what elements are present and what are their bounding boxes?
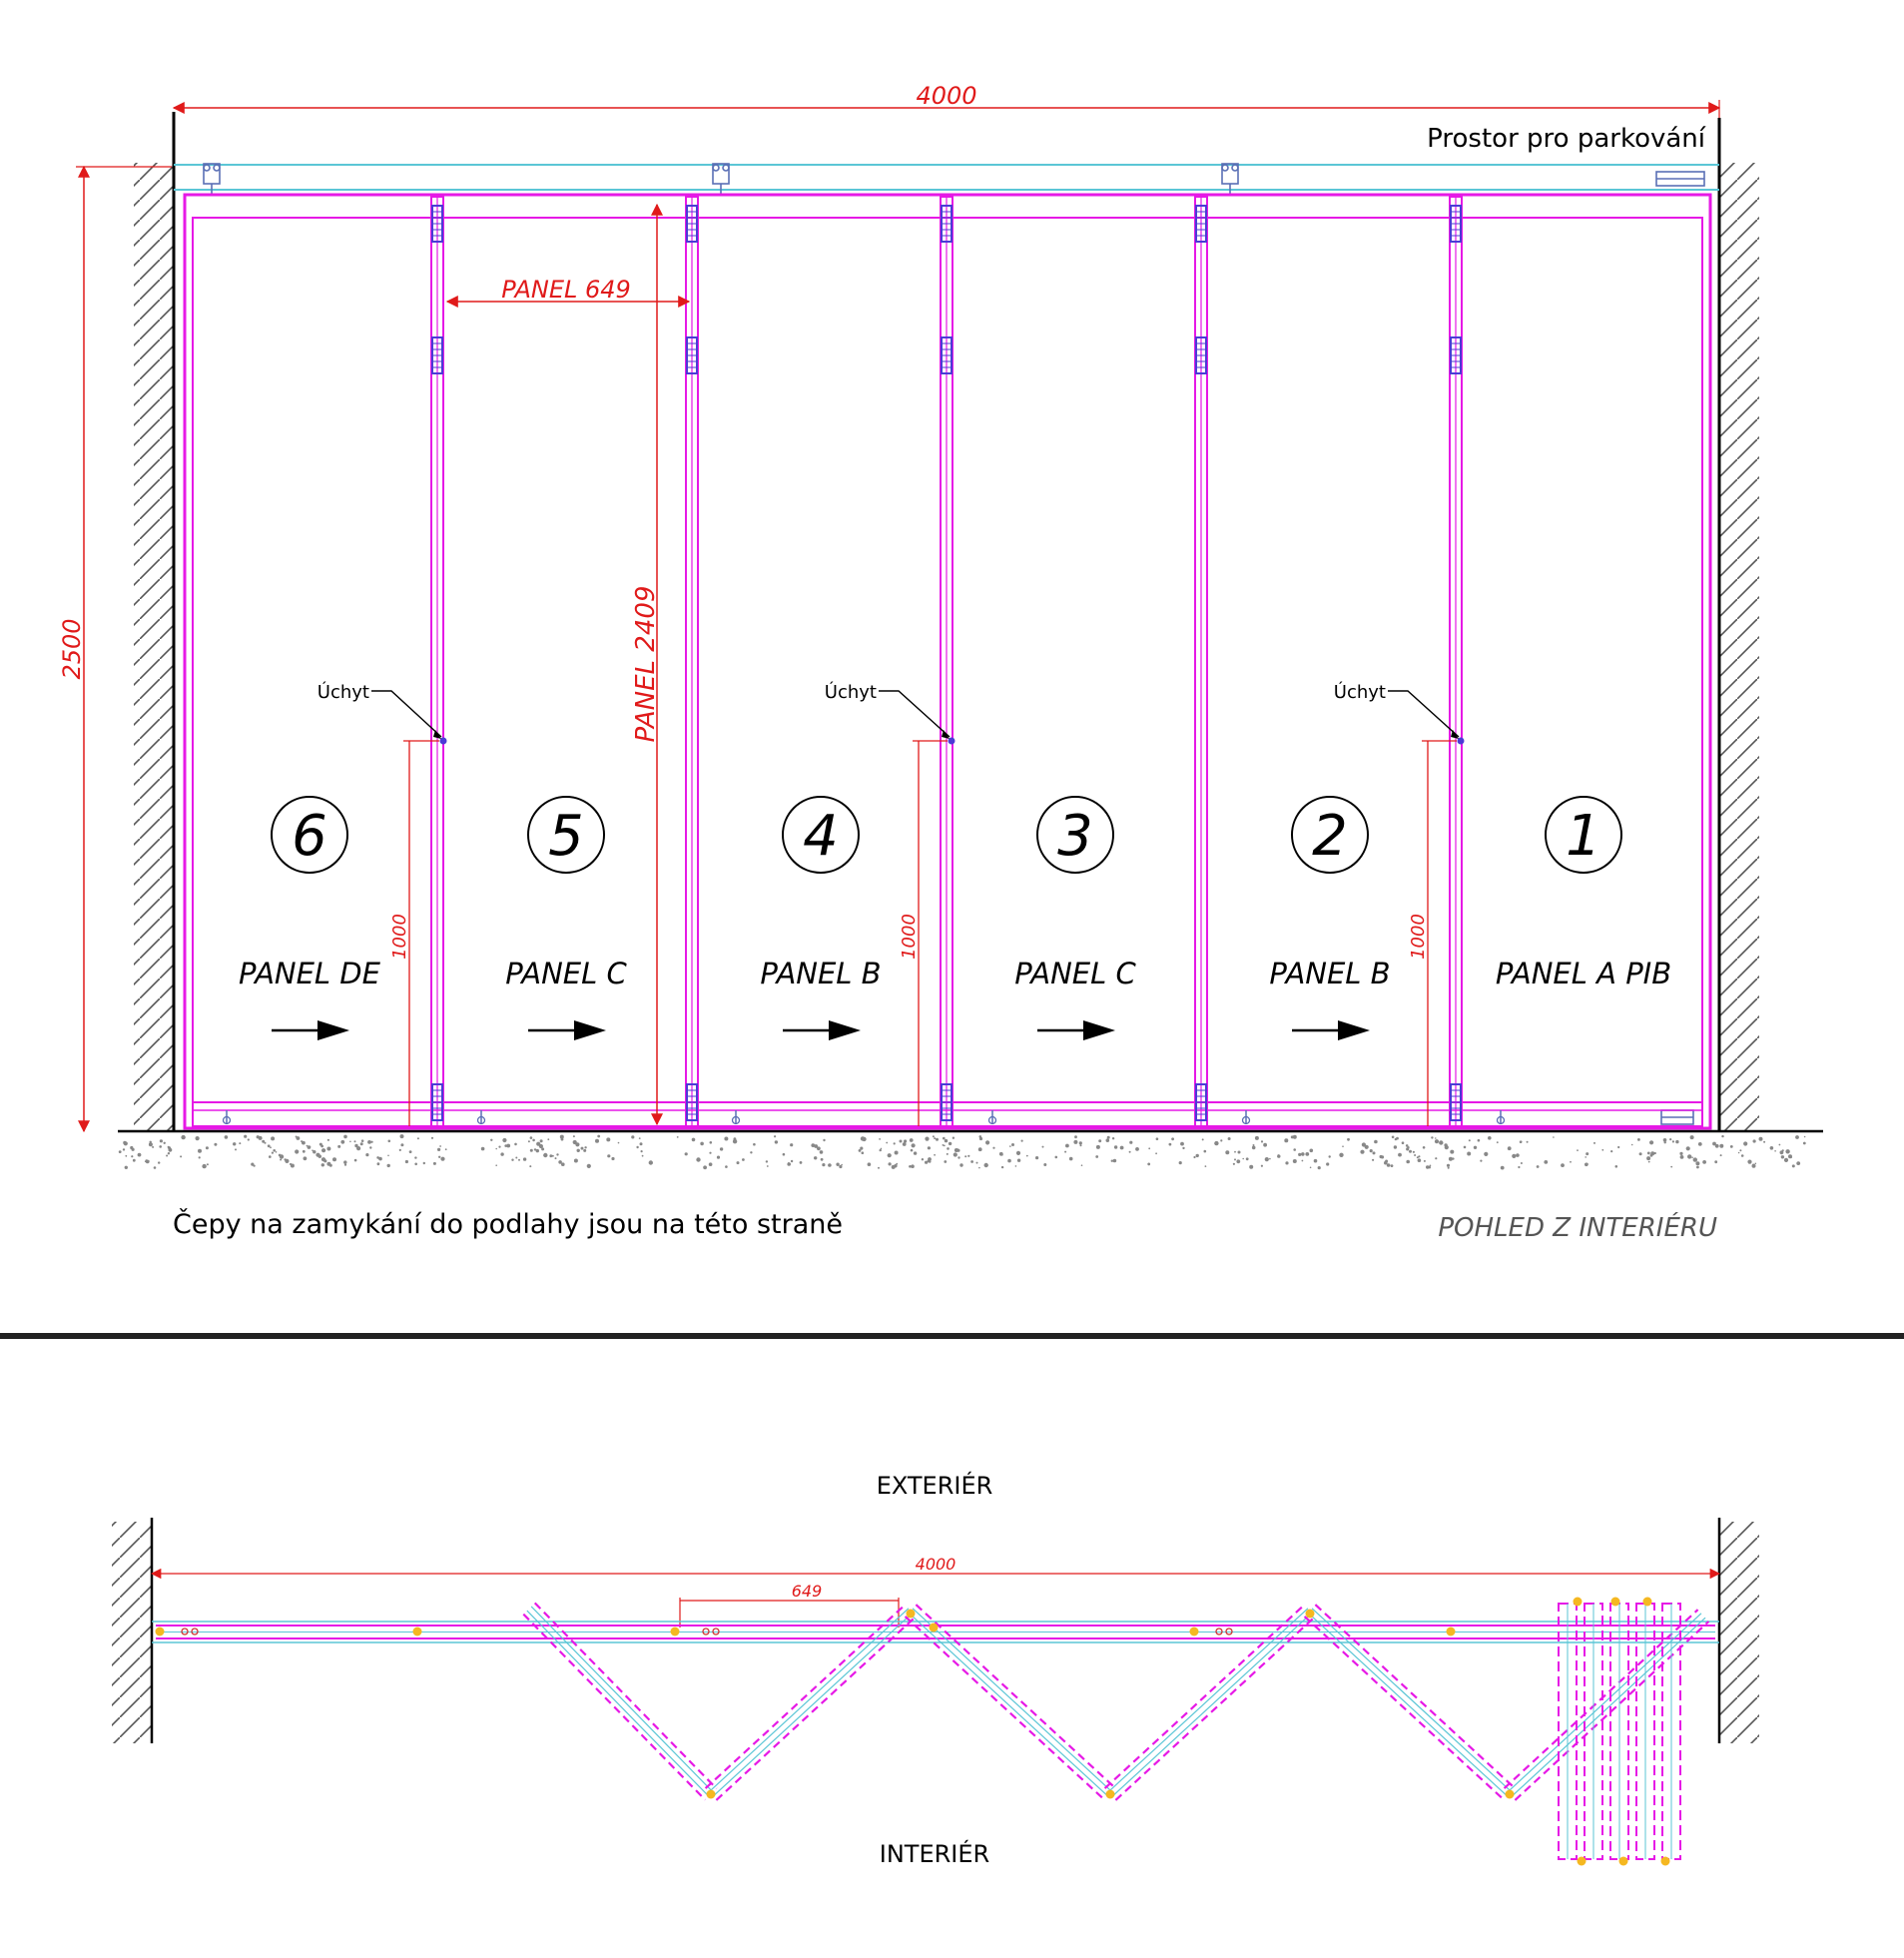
plan-panel-dimension <box>680 1582 899 1628</box>
folded-panel-edge <box>1505 1610 1698 1788</box>
track-carriages <box>204 164 1704 1124</box>
plan-pivots <box>156 1598 1670 1866</box>
folded-panel-edge <box>1108 1609 1308 1792</box>
folded-panel-edge <box>531 1607 713 1792</box>
panel-number: 2 <box>1312 804 1348 869</box>
floor-bolt-note: Čepy na zamykání do podlahy jsou na této straně <box>173 1209 843 1240</box>
handle-label: Úchyt <box>1333 682 1386 703</box>
plan-width-dimension <box>152 1555 1719 1574</box>
pivot-point <box>671 1628 680 1636</box>
floor <box>118 1131 1823 1170</box>
parking-space-label: Prostor pro parkování <box>1427 124 1705 154</box>
folded-panel-edge <box>913 1609 1112 1792</box>
width-dimension <box>174 82 1719 118</box>
folded-panel-edge <box>709 1609 909 1792</box>
plan-width-dim-text: 4000 <box>915 1555 956 1574</box>
folded-panel-edge <box>1308 1613 1508 1796</box>
pivot-point <box>1611 1598 1620 1607</box>
view-label: POHLED Z INTERIÉRU <box>1438 1213 1717 1243</box>
panel-label: PANEL C <box>505 957 627 990</box>
folded-panel-edge <box>716 1617 916 1800</box>
panel-label: PANEL C <box>1014 957 1136 990</box>
pivot-point <box>1506 1790 1515 1799</box>
folded-panel-edge <box>1312 1609 1512 1792</box>
direction-arrow-icon <box>1037 1020 1115 1040</box>
width-dim-text: 4000 <box>916 82 977 110</box>
pivot-point <box>1661 1857 1670 1866</box>
handle-height-dim: 1000 <box>899 914 920 960</box>
top-track <box>174 165 1719 190</box>
direction-arrow-icon <box>783 1020 861 1040</box>
pivot-point <box>930 1624 939 1632</box>
plan-right-wall <box>1719 1518 1759 1743</box>
plan-panel-dim-text: 649 <box>791 1582 823 1601</box>
panel-number: 4 <box>803 804 839 869</box>
pivot-point <box>907 1610 916 1619</box>
panel-labels <box>239 797 1671 1040</box>
folded-panel-edge <box>713 1613 913 1796</box>
handle-annotations <box>317 681 1465 1126</box>
panel-label: PANEL B <box>1269 957 1391 990</box>
pivot-point <box>1306 1610 1315 1619</box>
direction-arrow-icon <box>528 1020 606 1040</box>
floor-bolts <box>224 1110 1505 1124</box>
panel-height-dim-text: PANEL 2409 <box>631 585 661 743</box>
folded-panel-edge <box>1112 1613 1312 1796</box>
panel-number: 5 <box>548 804 584 869</box>
pivot-point <box>1578 1857 1587 1866</box>
folded-panel-edge <box>1305 1617 1505 1800</box>
plan-left-wall <box>112 1518 152 1743</box>
direction-arrow-icon <box>272 1020 349 1040</box>
height-dim-text: 2500 <box>58 618 86 680</box>
panel-number: 6 <box>292 804 327 869</box>
pivot-point <box>156 1628 165 1636</box>
handle-label: Úchyt <box>317 682 369 703</box>
pivot-point <box>413 1628 422 1636</box>
outer-frame <box>185 195 1710 1128</box>
panel-height-dimension <box>631 205 661 1124</box>
handle-label: Úchyt <box>824 682 877 703</box>
folded-panel-edge <box>906 1617 1105 1800</box>
panel-number: 3 <box>1057 804 1093 869</box>
pivot-point <box>707 1790 716 1799</box>
right-wall-hatch <box>1719 118 1759 1131</box>
panel-label: PANEL A PIB <box>1495 957 1672 990</box>
exterior-label: EXTERIÉR <box>876 1472 993 1500</box>
interior-label: INTERIÉR <box>879 1840 990 1868</box>
pivot-point <box>1190 1628 1199 1636</box>
pivot-point <box>1619 1857 1628 1866</box>
folded-panel-edge <box>1115 1617 1315 1800</box>
panel-label: PANEL DE <box>239 957 380 990</box>
plan-view <box>112 1471 1759 1868</box>
handle-height-dim: 1000 <box>389 914 410 960</box>
folded-panel-edge <box>909 1613 1108 1796</box>
pivot-point <box>1574 1598 1583 1607</box>
elevation-view <box>58 82 1823 1243</box>
panel-width-dimension <box>447 276 689 304</box>
panel-width-dim-text: PANEL 649 <box>501 276 631 304</box>
folded-panel-edge <box>535 1603 717 1788</box>
folded-panel-edge <box>1512 1618 1705 1796</box>
pivot-point <box>1643 1598 1652 1607</box>
folded-panel-edge <box>1508 1614 1701 1792</box>
direction-arrow-icon <box>1292 1020 1370 1040</box>
pivot-point <box>1447 1628 1456 1636</box>
panel-label: PANEL B <box>760 957 882 990</box>
left-wall-hatch <box>134 112 174 1131</box>
pivot-point <box>1106 1790 1115 1799</box>
panel-number: 1 <box>1566 804 1601 869</box>
folded-panels-path <box>523 1603 1708 1799</box>
handle-height-dim: 1000 <box>1408 914 1429 960</box>
